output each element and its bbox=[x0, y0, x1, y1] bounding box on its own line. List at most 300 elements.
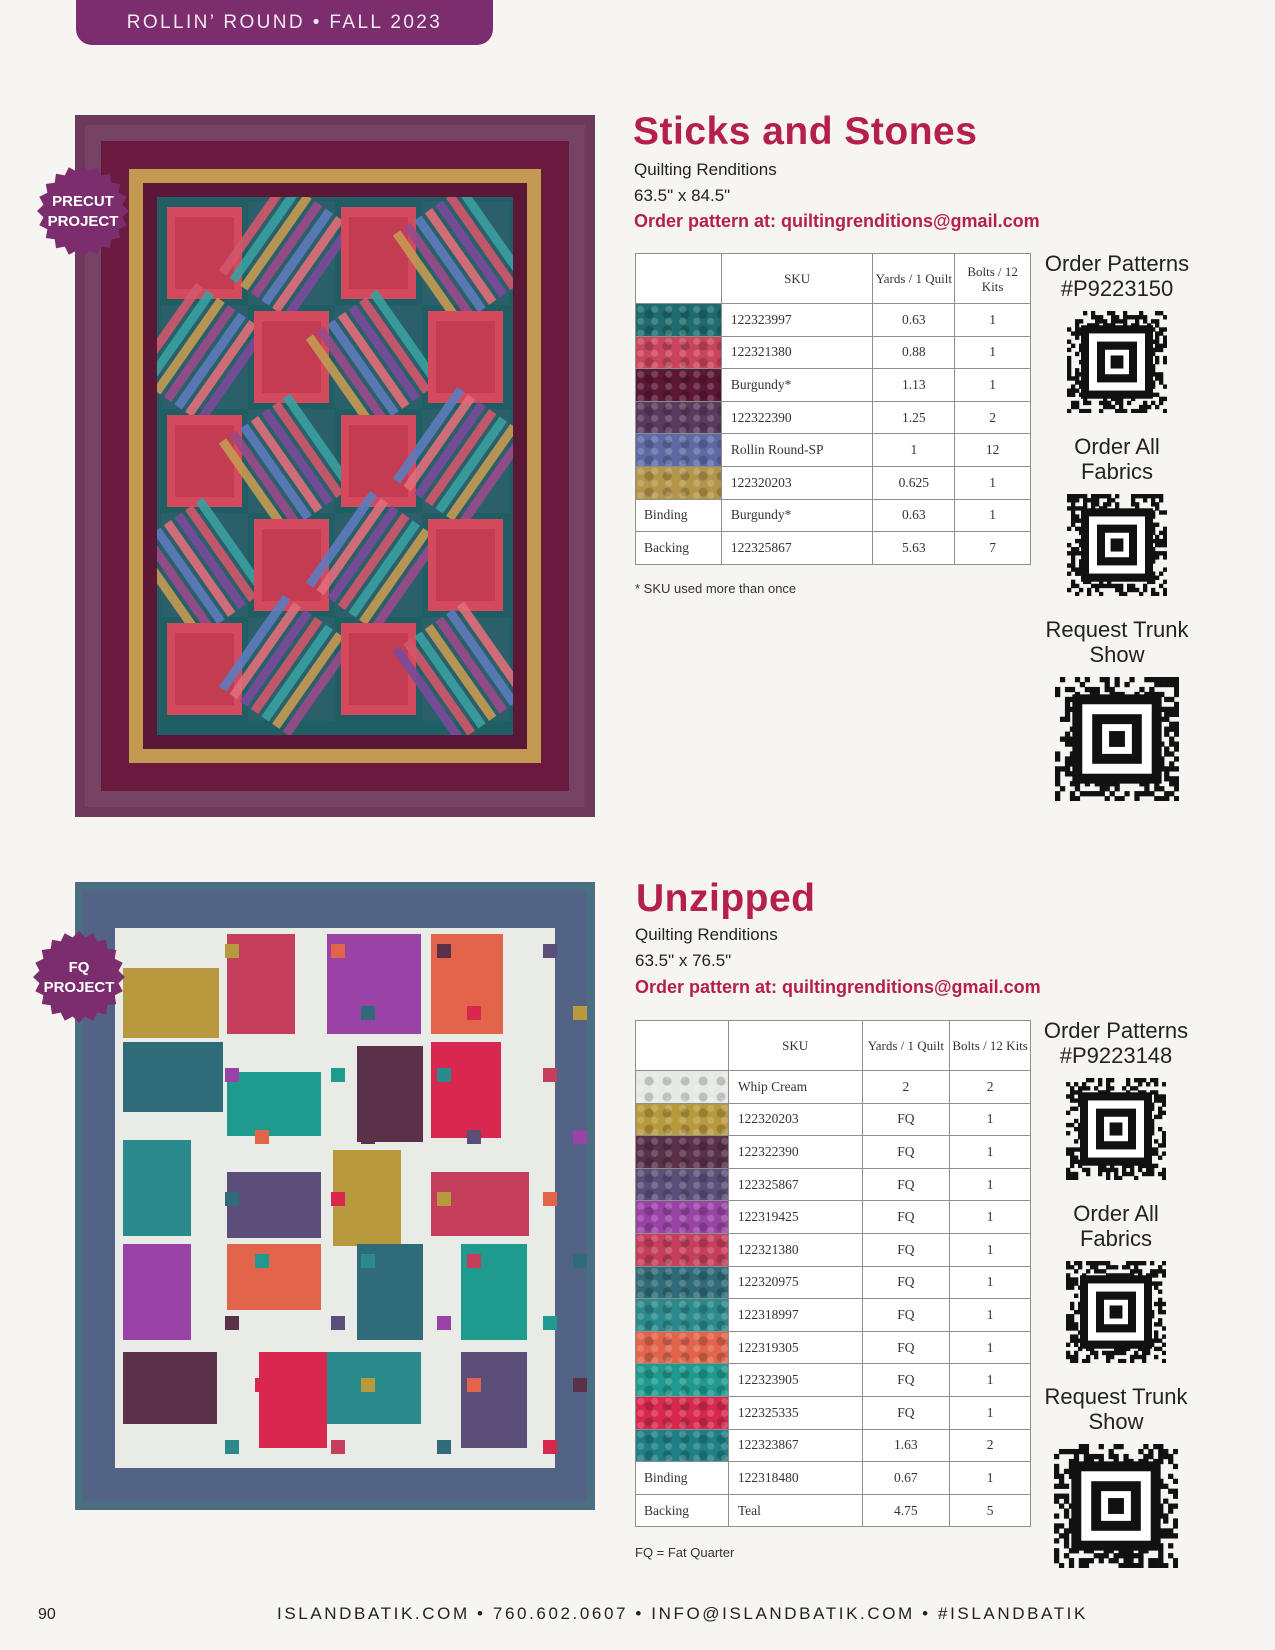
qr-module bbox=[1162, 1310, 1166, 1314]
qr-module bbox=[1071, 555, 1075, 559]
qr-module bbox=[1106, 1168, 1110, 1172]
qr-module bbox=[1134, 796, 1139, 801]
table-row bbox=[636, 1299, 1031, 1332]
qr-module bbox=[1174, 682, 1179, 687]
qr-module bbox=[1163, 315, 1167, 319]
qr-module bbox=[1127, 588, 1131, 592]
qr-module bbox=[1168, 1474, 1173, 1479]
qr-module bbox=[1149, 687, 1154, 692]
qr-module bbox=[1075, 572, 1079, 576]
small-square bbox=[255, 1130, 269, 1144]
qr-module bbox=[1091, 502, 1095, 506]
qr-module bbox=[1148, 1449, 1153, 1454]
fabric-rectangle bbox=[227, 1244, 321, 1310]
qr-module bbox=[1084, 1558, 1089, 1563]
qr-module bbox=[1100, 786, 1105, 791]
qr-module bbox=[1162, 1135, 1166, 1139]
quilt-size: 63.5" x 76.5" bbox=[635, 951, 732, 970]
table-row bbox=[636, 1168, 1031, 1201]
qr-module bbox=[1122, 1265, 1126, 1269]
qr-module bbox=[1159, 380, 1163, 384]
qr-module bbox=[1122, 1168, 1126, 1172]
qr-module bbox=[1158, 1172, 1162, 1176]
qr-module bbox=[1143, 319, 1147, 323]
sku-cell: 122325867 bbox=[728, 1168, 862, 1201]
qr-module bbox=[1075, 584, 1079, 588]
qr-module bbox=[1174, 766, 1179, 771]
qr-module bbox=[1114, 1454, 1119, 1459]
sku-cell: Whip Cream bbox=[728, 1071, 862, 1104]
bolts-cell: 1 bbox=[955, 466, 1031, 499]
qr-module bbox=[1138, 1563, 1143, 1568]
qr-module bbox=[1130, 1359, 1134, 1363]
qr-module bbox=[1089, 1558, 1094, 1563]
qr-module bbox=[1085, 791, 1090, 796]
page-number: 90 bbox=[38, 1606, 56, 1623]
qr-module bbox=[1135, 588, 1139, 592]
qr-module bbox=[1169, 727, 1174, 732]
qr-module bbox=[1169, 712, 1174, 717]
table-row bbox=[636, 304, 1031, 337]
badge-line-1: PRECUT bbox=[52, 193, 114, 210]
qr-module bbox=[1159, 584, 1163, 588]
order-pattern-email[interactable]: Order pattern at: quiltingrenditions@gmail.com bbox=[634, 211, 1040, 231]
qr-module bbox=[1169, 781, 1174, 786]
qr-module bbox=[1159, 376, 1163, 380]
bolts-cell: 1 bbox=[950, 1136, 1031, 1169]
qr-module bbox=[1066, 1326, 1070, 1330]
qr-module bbox=[1169, 751, 1174, 756]
qr-module bbox=[1071, 494, 1075, 498]
qr-module bbox=[1100, 677, 1105, 682]
qr-module bbox=[1115, 796, 1120, 801]
qr-module bbox=[1109, 1558, 1114, 1563]
qr-module bbox=[1158, 1281, 1162, 1285]
qr-module bbox=[1163, 409, 1167, 413]
qr-module bbox=[1064, 1513, 1069, 1518]
qr-module bbox=[1158, 1265, 1162, 1269]
qr-module bbox=[1126, 1172, 1130, 1176]
qr-module bbox=[1066, 1265, 1070, 1269]
qr-module bbox=[1066, 1318, 1070, 1322]
pink-square-inner bbox=[175, 633, 234, 705]
qr-module bbox=[1086, 1355, 1090, 1359]
qr-module bbox=[1134, 1086, 1138, 1090]
small-square bbox=[225, 1068, 239, 1082]
qr-module bbox=[1115, 401, 1119, 405]
qr-module bbox=[1055, 687, 1060, 692]
qr-module bbox=[1094, 1265, 1098, 1269]
qr-module bbox=[1075, 547, 1079, 551]
qr-module bbox=[1071, 502, 1075, 506]
table-row bbox=[636, 1201, 1031, 1234]
qr-module bbox=[1142, 1355, 1146, 1359]
qr-module bbox=[1102, 1261, 1106, 1265]
qr-module bbox=[1066, 1123, 1070, 1127]
yards-cell: 1.13 bbox=[873, 369, 955, 402]
qr-module bbox=[1148, 1563, 1153, 1568]
qr-module bbox=[1123, 592, 1127, 596]
qr-module bbox=[1151, 502, 1155, 506]
sku-cell: 122318480 bbox=[728, 1462, 862, 1495]
qr-module bbox=[1122, 1351, 1126, 1355]
qr-module bbox=[1110, 687, 1115, 692]
small-square bbox=[543, 1192, 557, 1206]
qr-caption-order-patterns: Order Patterns #P9223150 bbox=[1044, 251, 1190, 301]
qr-module bbox=[1110, 1078, 1114, 1082]
qr-module bbox=[1099, 409, 1103, 413]
qr-module bbox=[1162, 1131, 1166, 1135]
qr-module bbox=[1131, 315, 1135, 319]
small-square bbox=[255, 1006, 269, 1020]
qr-module bbox=[1154, 1281, 1158, 1285]
footer-contact-line[interactable]: ISLANDBATIK.COM • 760.602.0607 • INFO@ISLANDBATIK.COM • #ISLANDBATIK bbox=[277, 1604, 1088, 1623]
qr-module bbox=[1158, 1306, 1162, 1310]
yards-cell: FQ bbox=[862, 1364, 950, 1397]
qr-module bbox=[1155, 335, 1159, 339]
qr-module bbox=[1074, 1147, 1078, 1151]
qr-module bbox=[1162, 1139, 1166, 1143]
qr-module bbox=[1107, 498, 1111, 502]
qr-module bbox=[1150, 1078, 1154, 1082]
fabric-rectangle bbox=[123, 1042, 223, 1112]
qr-module bbox=[1095, 687, 1100, 692]
qr-module bbox=[1169, 791, 1174, 796]
bolts-cell: 2 bbox=[950, 1429, 1031, 1462]
qr-module bbox=[1131, 498, 1135, 502]
qr-module bbox=[1154, 1115, 1158, 1119]
qr-module bbox=[1131, 588, 1135, 592]
qr-module bbox=[1151, 319, 1155, 323]
table-row bbox=[636, 1331, 1031, 1364]
qr-module bbox=[1086, 1086, 1090, 1090]
qr-module bbox=[1074, 1294, 1078, 1298]
row-label: Backing bbox=[636, 532, 722, 565]
qr-module bbox=[1095, 494, 1099, 498]
qr-module bbox=[1158, 1302, 1162, 1306]
qr-module bbox=[1106, 1176, 1110, 1180]
qr-module bbox=[1155, 340, 1159, 344]
qr-module bbox=[1067, 572, 1071, 576]
qr-module bbox=[1154, 1334, 1158, 1338]
qr-module bbox=[1159, 572, 1163, 576]
qr-module bbox=[1080, 682, 1085, 687]
qr-module bbox=[1174, 756, 1179, 761]
qr-module bbox=[1055, 751, 1060, 756]
yards-header: Yards / 1 Quilt bbox=[862, 1021, 950, 1071]
qr-module bbox=[1143, 588, 1147, 592]
qr-module bbox=[1110, 1086, 1114, 1090]
qr-module bbox=[1071, 376, 1075, 380]
small-square bbox=[437, 1440, 451, 1454]
qr-module bbox=[1173, 1563, 1178, 1568]
qr-module bbox=[1075, 494, 1079, 498]
bolts-cell: 1 bbox=[950, 1201, 1031, 1234]
qr-module bbox=[1065, 712, 1070, 717]
qr-module bbox=[1155, 344, 1159, 348]
qr-code-order-fabrics[interactable] bbox=[1066, 1261, 1166, 1363]
qr-module bbox=[1080, 791, 1085, 796]
qr-module bbox=[1155, 360, 1159, 364]
qr-module bbox=[1064, 1543, 1069, 1548]
qr-module bbox=[1071, 514, 1075, 518]
qr-module bbox=[1174, 786, 1179, 791]
table-row bbox=[636, 1136, 1031, 1169]
pink-square-inner bbox=[349, 217, 408, 289]
qr-module bbox=[1139, 687, 1144, 692]
table-row bbox=[636, 434, 1031, 467]
qr-module bbox=[1155, 535, 1159, 539]
qr-module bbox=[1111, 311, 1115, 315]
precut-project-badge bbox=[36, 164, 130, 258]
qr-code-order-patterns[interactable] bbox=[1066, 1078, 1166, 1180]
qr-module bbox=[1078, 1265, 1082, 1269]
qr-module bbox=[1083, 401, 1087, 405]
fabric-swatch bbox=[636, 1266, 729, 1299]
qr-module bbox=[1163, 527, 1167, 531]
qr-module bbox=[1067, 409, 1071, 413]
sku-cell: Burgundy* bbox=[721, 369, 873, 402]
qr-module bbox=[1159, 551, 1163, 555]
qr-module bbox=[1091, 315, 1095, 319]
qr-module bbox=[1169, 682, 1174, 687]
qr-module bbox=[1111, 584, 1115, 588]
qr-module bbox=[1155, 311, 1159, 315]
qr-module bbox=[1090, 687, 1095, 692]
qr-module bbox=[1154, 1273, 1158, 1277]
qr-module bbox=[1071, 523, 1075, 527]
qr-module bbox=[1070, 1302, 1074, 1306]
qr-module bbox=[1054, 1454, 1059, 1459]
qr-module bbox=[1071, 389, 1075, 393]
qr-module bbox=[1070, 796, 1075, 801]
yards-cell: 0.67 bbox=[862, 1462, 950, 1495]
qr-module bbox=[1162, 1094, 1166, 1098]
qr-module bbox=[1154, 1164, 1158, 1168]
fq-project-badge bbox=[32, 930, 126, 1024]
qr-module bbox=[1070, 1265, 1074, 1269]
qr-module bbox=[1094, 1351, 1098, 1355]
small-square bbox=[331, 1316, 345, 1330]
qr-module bbox=[1066, 1351, 1070, 1355]
qr-module bbox=[1105, 796, 1110, 801]
qr-module bbox=[1118, 1553, 1123, 1558]
qr-module bbox=[1174, 687, 1179, 692]
qr-module bbox=[1084, 1563, 1089, 1568]
qr-module bbox=[1115, 584, 1119, 588]
fabric-rectangle bbox=[461, 1352, 527, 1448]
qr-module bbox=[1158, 1290, 1162, 1294]
row-label: Binding bbox=[636, 499, 722, 532]
qr-module bbox=[1174, 741, 1179, 746]
qr-module bbox=[1135, 494, 1139, 498]
qr-module bbox=[1106, 1086, 1110, 1090]
table-footnote: * SKU used more than once bbox=[635, 581, 797, 596]
qr-module bbox=[1143, 584, 1147, 588]
qr-code-order-fabrics[interactable] bbox=[1067, 494, 1167, 596]
qr-module bbox=[1151, 494, 1155, 498]
qr-module bbox=[1064, 1533, 1069, 1538]
qr-module bbox=[1074, 1454, 1079, 1459]
qr-module bbox=[1163, 551, 1167, 555]
small-square bbox=[225, 1440, 239, 1454]
qr-module bbox=[1128, 1558, 1133, 1563]
qr-module bbox=[1098, 1168, 1102, 1172]
small-square bbox=[437, 1068, 451, 1082]
qr-module bbox=[1158, 1558, 1163, 1563]
qr-module bbox=[1123, 315, 1127, 319]
qr-module bbox=[1154, 1330, 1158, 1334]
qr-module bbox=[1163, 1533, 1168, 1538]
qr-module bbox=[1067, 368, 1071, 372]
sku-cell: 122323997 bbox=[721, 304, 873, 337]
yards-cell: 1 bbox=[873, 434, 955, 467]
qr-module bbox=[1074, 1139, 1078, 1143]
qr-module bbox=[1127, 315, 1131, 319]
qr-module bbox=[1095, 498, 1099, 502]
qr-module bbox=[1174, 702, 1179, 707]
qr-module bbox=[1083, 502, 1087, 506]
qr-module bbox=[1138, 1558, 1143, 1563]
qr-module bbox=[1158, 1444, 1163, 1449]
yards-cell: 4.75 bbox=[862, 1494, 950, 1527]
qr-module bbox=[1163, 588, 1167, 592]
qr-code-trunk-show[interactable] bbox=[1054, 1444, 1178, 1568]
qr-module bbox=[1070, 1176, 1074, 1180]
qr-code-trunk-show[interactable] bbox=[1055, 677, 1179, 801]
qr-module bbox=[1163, 1528, 1168, 1533]
qr-module bbox=[1054, 1548, 1059, 1553]
qr-module bbox=[1162, 1343, 1166, 1347]
qr-module bbox=[1065, 766, 1070, 771]
qr-module bbox=[1091, 498, 1095, 502]
qr-module bbox=[1163, 531, 1167, 535]
qr-module bbox=[1074, 1098, 1078, 1102]
qr-module bbox=[1138, 1082, 1142, 1086]
qr-module bbox=[1055, 692, 1060, 697]
pink-square-inner bbox=[349, 425, 408, 497]
small-square bbox=[573, 1378, 587, 1392]
table-row bbox=[636, 1494, 1031, 1527]
small-square bbox=[573, 1254, 587, 1268]
qr-code-order-patterns[interactable] bbox=[1067, 311, 1167, 413]
bolts-cell: 1 bbox=[950, 1266, 1031, 1299]
qr-module bbox=[1067, 588, 1071, 592]
qr-module bbox=[1106, 1172, 1110, 1176]
qr-module bbox=[1067, 393, 1071, 397]
qr-module bbox=[1130, 1355, 1134, 1359]
qr-module bbox=[1130, 1086, 1134, 1090]
qr-module bbox=[1169, 776, 1174, 781]
qr-module bbox=[1079, 1558, 1084, 1563]
qr-module bbox=[1168, 1553, 1173, 1558]
qr-module bbox=[1153, 1444, 1158, 1449]
table-row bbox=[636, 1266, 1031, 1299]
qr-module bbox=[1147, 405, 1151, 409]
qr-module bbox=[1162, 1176, 1166, 1180]
qr-module bbox=[1163, 535, 1167, 539]
qr-module bbox=[1173, 1533, 1178, 1538]
qr-module bbox=[1155, 372, 1159, 376]
qr-module bbox=[1070, 1164, 1074, 1168]
swatch-header bbox=[636, 1021, 729, 1071]
qr-module bbox=[1163, 360, 1167, 364]
yards-header: Yards / 1 Quilt bbox=[873, 254, 955, 304]
qr-finder-ring bbox=[1109, 731, 1125, 747]
qr-module bbox=[1075, 527, 1079, 531]
qr-module bbox=[1115, 315, 1119, 319]
qr-module bbox=[1114, 1351, 1118, 1355]
qr-module bbox=[1066, 1176, 1070, 1180]
qr-module bbox=[1154, 1269, 1158, 1273]
qr-module bbox=[1071, 510, 1075, 514]
qr-module bbox=[1123, 1558, 1128, 1563]
qr-module bbox=[1059, 1449, 1064, 1454]
qr-module bbox=[1082, 1359, 1086, 1363]
qr-module bbox=[1074, 1082, 1078, 1086]
small-square bbox=[331, 1068, 345, 1082]
qr-module bbox=[1054, 1499, 1059, 1504]
order-pattern-email[interactable]: Order pattern at: quiltingrenditions@gmail.com bbox=[635, 977, 1041, 997]
qr-module bbox=[1074, 1277, 1078, 1281]
qr-module bbox=[1087, 592, 1091, 596]
qr-module bbox=[1128, 1563, 1133, 1568]
qr-module bbox=[1168, 1533, 1173, 1538]
small-square bbox=[437, 944, 451, 958]
qr-module bbox=[1090, 1261, 1094, 1265]
qr-module bbox=[1151, 592, 1155, 596]
yards-cell: 2 bbox=[862, 1071, 950, 1104]
qr-module bbox=[1111, 319, 1115, 323]
qr-module bbox=[1055, 766, 1060, 771]
small-square bbox=[255, 1254, 269, 1268]
swatch-header bbox=[636, 254, 722, 304]
qr-module bbox=[1158, 1107, 1162, 1111]
qr-module bbox=[1154, 1302, 1158, 1306]
qr-module bbox=[1168, 1508, 1173, 1513]
yards-cell: FQ bbox=[862, 1266, 950, 1299]
qr-module bbox=[1150, 1261, 1154, 1265]
qr-module bbox=[1067, 364, 1071, 368]
qr-module bbox=[1099, 319, 1103, 323]
qr-module bbox=[1146, 1351, 1150, 1355]
qr-module bbox=[1111, 405, 1115, 409]
small-square bbox=[255, 1378, 269, 1392]
qr-module bbox=[1123, 311, 1127, 315]
qr-module bbox=[1105, 677, 1110, 682]
yards-cell: 0.88 bbox=[873, 336, 955, 369]
qr-module bbox=[1154, 1151, 1158, 1155]
table-row bbox=[636, 1429, 1031, 1462]
sku-cell: 122322390 bbox=[721, 401, 873, 434]
bolts-cell: 5 bbox=[950, 1494, 1031, 1527]
table-row bbox=[636, 336, 1031, 369]
qr-module bbox=[1091, 494, 1095, 498]
qr-module bbox=[1164, 796, 1169, 801]
yards-cell: FQ bbox=[862, 1136, 950, 1169]
fabric-rectangle bbox=[123, 1244, 191, 1340]
qr-module bbox=[1059, 1474, 1064, 1479]
badge-line-2: PROJECT bbox=[47, 213, 119, 230]
qr-module bbox=[1163, 555, 1167, 559]
sku-cell: 122325335 bbox=[728, 1396, 862, 1429]
qr-module bbox=[1074, 1343, 1078, 1347]
qr-module bbox=[1150, 1269, 1154, 1273]
qr-module bbox=[1119, 405, 1123, 409]
qr-module bbox=[1154, 1347, 1158, 1351]
qr-module bbox=[1155, 506, 1159, 510]
qr-module bbox=[1079, 319, 1083, 323]
